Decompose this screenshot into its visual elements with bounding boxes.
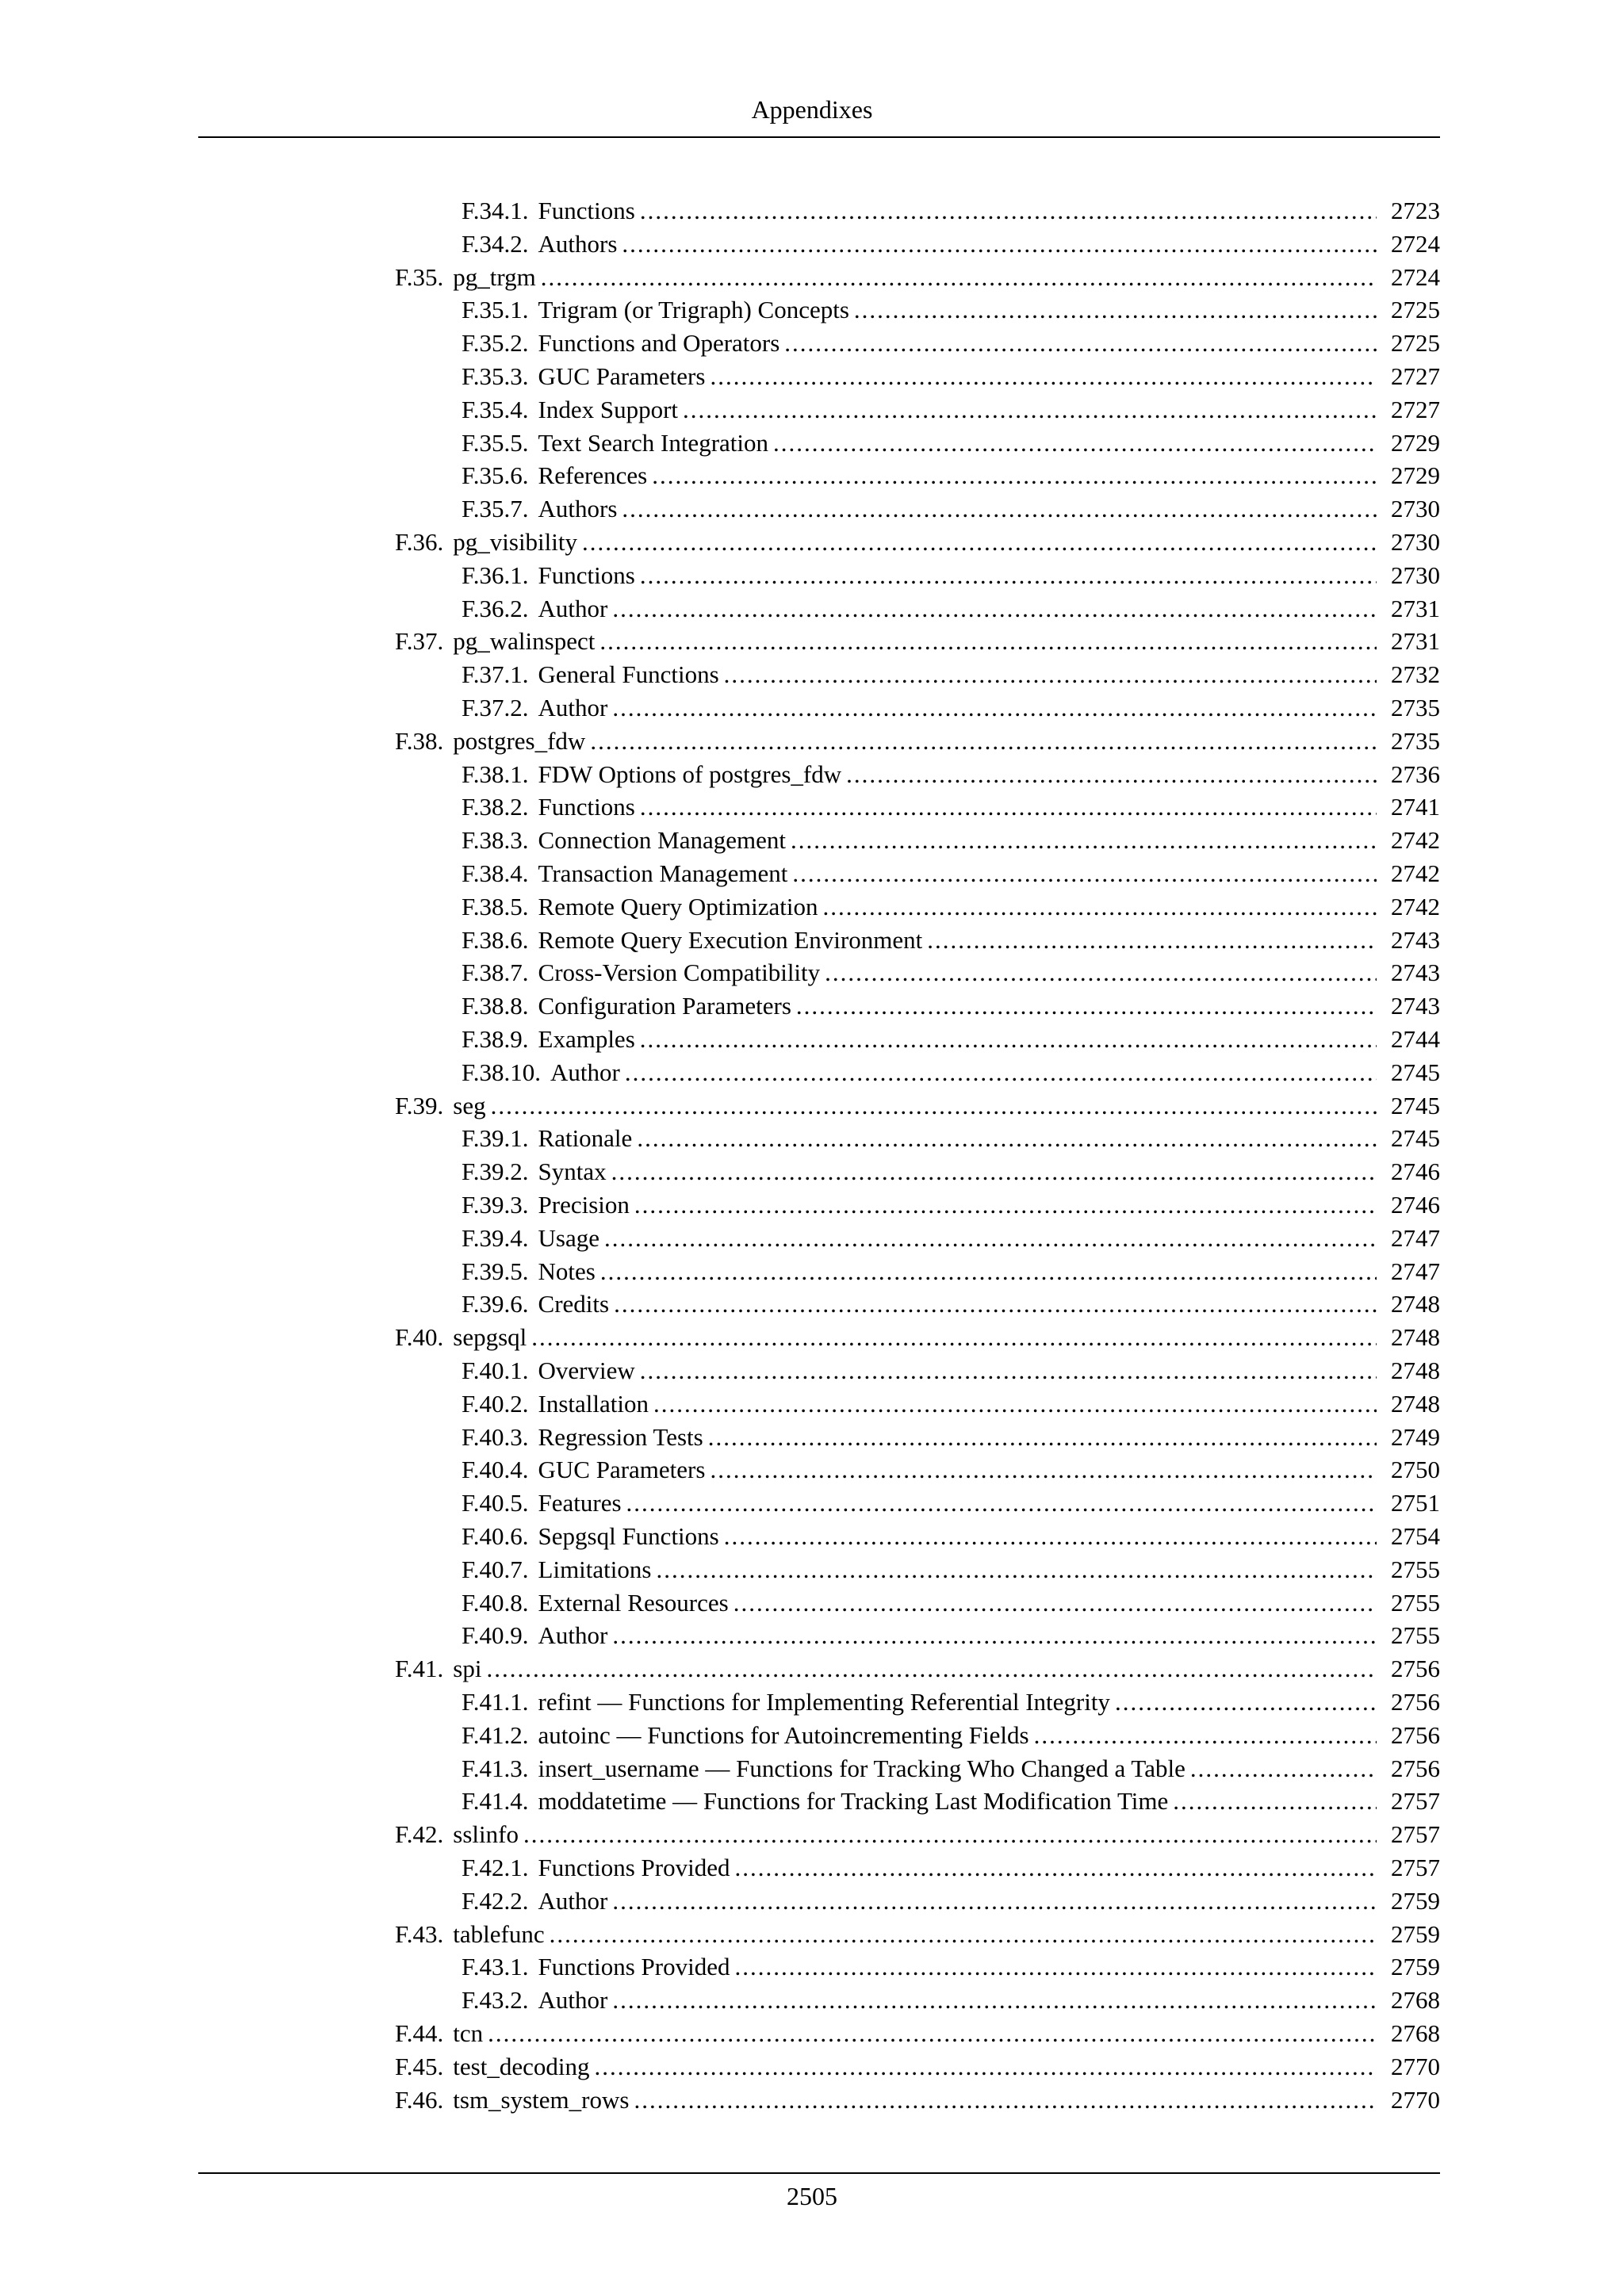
toc-section-entry[interactable] — [395, 1321, 1440, 1354]
toc-entry-number: F.40.9. — [462, 1621, 529, 1649]
toc-entry-page: 2745 — [1391, 1092, 1440, 1119]
toc-dot-leader — [582, 526, 1377, 559]
toc-subsection-entry[interactable] — [462, 956, 1440, 989]
toc-entry-title: tsm_system_rows — [453, 2086, 630, 2114]
toc-entry-title: Precision — [538, 1191, 630, 1219]
toc-entry-title: autoinc — Functions for Autoincrementing Fields — [538, 1721, 1029, 1749]
toc-entry-title: Sepgsql Functions — [538, 1522, 719, 1550]
toc-dot-leader — [1190, 1752, 1377, 1785]
toc-dot-leader — [626, 1487, 1377, 1520]
toc-subsection-entry[interactable] — [462, 228, 1440, 261]
toc-dot-leader — [590, 725, 1377, 758]
toc-entry-title: FDW Options of postgres_fdw — [538, 760, 842, 788]
toc-entry-number: F.40.8. — [462, 1589, 529, 1617]
toc-dot-leader — [791, 824, 1377, 857]
toc-subsection-entry[interactable] — [462, 293, 1440, 327]
toc-entry-number: F.37. — [395, 627, 444, 655]
toc-entry-number: F.34.2. — [462, 230, 529, 258]
toc-entry-title: Author — [538, 595, 608, 622]
toc-entry-number: F.36. — [395, 528, 444, 556]
toc-dot-leader — [640, 1023, 1377, 1056]
toc-entry-number: F.39.6. — [462, 1290, 529, 1318]
toc-entry-title: moddatetime — Functions for Tracking Last Modification Time — [538, 1787, 1169, 1815]
toc-entry-page: 2725 — [1391, 329, 1440, 357]
toc-subsection-entry[interactable] — [462, 1188, 1440, 1222]
toc-dot-leader — [486, 1652, 1377, 1686]
toc-entry-title: Limitations — [538, 1556, 652, 1583]
toc-entry-title: Author — [550, 1058, 620, 1086]
toc-entry-page: 2748 — [1391, 1357, 1440, 1384]
toc-entry-title: Functions Provided — [538, 1953, 730, 1980]
toc-entry-title: tablefunc — [453, 1920, 545, 1948]
toc-subsection-entry[interactable] — [462, 1520, 1440, 1553]
toc-dot-leader — [1034, 1719, 1377, 1752]
toc-entry-page: 2750 — [1391, 1456, 1440, 1483]
toc-section-entry[interactable] — [395, 2084, 1440, 2117]
toc-entry-number: F.38.4. — [462, 859, 529, 887]
toc-dot-leader — [1115, 1686, 1377, 1719]
toc-entry-number: F.38.1. — [462, 760, 529, 788]
toc-entry-title: Connection Management — [538, 826, 787, 854]
toc-subsection-entry[interactable] — [462, 691, 1440, 725]
toc-dot-leader — [710, 360, 1377, 393]
toc-subsection-entry[interactable] — [462, 857, 1440, 890]
toc-entry-title: Author — [538, 1986, 608, 2014]
toc-entry-title: GUC Parameters — [538, 362, 706, 390]
toc-entry-title: Functions — [538, 561, 635, 589]
toc-entry-page: 2730 — [1391, 528, 1440, 556]
toc-entry-page: 2754 — [1391, 1522, 1440, 1550]
toc-entry-page: 2748 — [1391, 1390, 1440, 1418]
toc-entry-number: F.38. — [395, 727, 444, 755]
toc-entry-title: postgres_fdw — [453, 727, 586, 755]
toc-subsection-entry[interactable] — [462, 1851, 1440, 1885]
toc-subsection-entry[interactable] — [462, 989, 1440, 1023]
toc-entry-page: 2756 — [1391, 1721, 1440, 1749]
toc-entry-page: 2741 — [1391, 793, 1440, 821]
toc-entry-page: 2745 — [1391, 1124, 1440, 1152]
toc-entry-page: 2724 — [1391, 263, 1440, 291]
toc-entry-page: 2749 — [1391, 1423, 1440, 1451]
toc-dot-leader — [784, 327, 1377, 360]
toc-entry-title: Examples — [538, 1025, 635, 1053]
toc-entry-page: 2735 — [1391, 727, 1440, 755]
toc-section-entry[interactable] — [395, 2050, 1440, 2084]
toc-entry-page: 2759 — [1391, 1953, 1440, 1980]
toc-entry-title: Rationale — [538, 1124, 633, 1152]
toc-subsection-entry[interactable] — [462, 492, 1440, 526]
toc-dot-leader — [846, 758, 1377, 791]
toc-subsection-entry[interactable] — [462, 1222, 1440, 1255]
toc-subsection-entry[interactable] — [462, 824, 1440, 857]
toc-section-entry[interactable] — [395, 2017, 1440, 2050]
toc-entry-page: 2730 — [1391, 495, 1440, 522]
toc-entry-number: F.40.1. — [462, 1357, 529, 1384]
toc-dot-leader — [604, 1222, 1377, 1255]
toc-dot-leader — [792, 857, 1377, 890]
toc-subsection-entry[interactable] — [462, 1056, 1440, 1089]
toc-entry-page: 2756 — [1391, 1755, 1440, 1782]
toc-entry-page: 2770 — [1391, 2086, 1440, 2114]
toc-entry-page: 2742 — [1391, 893, 1440, 920]
toc-entry-page: 2757 — [1391, 1820, 1440, 1848]
toc-entry-title: General Functions — [538, 660, 719, 688]
toc-entry-number: F.35.7. — [462, 495, 529, 522]
toc-dot-leader — [612, 1885, 1377, 1918]
toc-section-entry[interactable] — [395, 1089, 1440, 1123]
toc-entry-page: 2731 — [1391, 595, 1440, 622]
toc-entry-number: F.41. — [395, 1655, 444, 1682]
toc-entry-number: F.35.3. — [462, 362, 529, 390]
toc-entry-page: 2731 — [1391, 627, 1440, 655]
toc-entry-number: F.42.1. — [462, 1854, 529, 1881]
toc-entry-page: 2759 — [1391, 1920, 1440, 1948]
toc-subsection-entry[interactable] — [462, 459, 1440, 492]
toc-entry-title: Authors — [538, 495, 618, 522]
toc-dot-leader — [724, 1520, 1377, 1553]
toc-entry-page: 2744 — [1391, 1025, 1440, 1053]
toc-subsection-entry[interactable] — [462, 1155, 1440, 1188]
toc-subsection-entry[interactable] — [462, 592, 1440, 626]
toc-entry-number: F.38.9. — [462, 1025, 529, 1053]
toc-dot-leader — [854, 293, 1377, 327]
toc-dot-leader — [733, 1586, 1377, 1620]
toc-entry-number: F.39.4. — [462, 1224, 529, 1252]
toc-dot-leader — [640, 559, 1377, 592]
toc-entry-title: refint — Functions for Implementing Referential Integrity — [538, 1688, 1110, 1716]
toc-dot-leader — [927, 924, 1377, 957]
toc-entry-page: 2746 — [1391, 1191, 1440, 1219]
toc-entry-page: 2725 — [1391, 296, 1440, 323]
toc-subsection-entry[interactable] — [462, 427, 1440, 460]
toc-subsection-entry[interactable] — [462, 1686, 1440, 1719]
toc-entry-title: pg_trgm — [453, 263, 536, 291]
toc-entry-number: F.38.2. — [462, 793, 529, 821]
toc-entry-title: Usage — [538, 1224, 599, 1252]
toc-dot-leader — [637, 1122, 1377, 1155]
toc-entry-page: 2729 — [1391, 429, 1440, 457]
toc-subsection-entry[interactable] — [462, 1288, 1440, 1321]
toc-entry-page: 2732 — [1391, 660, 1440, 688]
toc-entry-page: 2736 — [1391, 760, 1440, 788]
toc-entry-page: 2748 — [1391, 1323, 1440, 1351]
toc-entry-title: Text Search Integration — [538, 429, 769, 457]
toc-subsection-entry[interactable] — [462, 790, 1440, 824]
toc-entry-number: F.37.1. — [462, 660, 529, 688]
toc-entry-page: 2759 — [1391, 1887, 1440, 1915]
toc-entry-page: 2743 — [1391, 959, 1440, 986]
toc-dot-leader — [796, 989, 1377, 1023]
toc-entry-number: F.40.2. — [462, 1390, 529, 1418]
toc-entry-title: Credits — [538, 1290, 610, 1318]
header-rule — [198, 136, 1440, 138]
toc-entry-page: 2745 — [1391, 1058, 1440, 1086]
toc-entry-title: Regression Tests — [538, 1423, 703, 1451]
toc-subsection-entry[interactable] — [462, 194, 1440, 228]
toc-entry-number: F.35. — [395, 263, 444, 291]
toc-entry-title: Syntax — [538, 1158, 607, 1185]
toc-section-entry[interactable] — [395, 1918, 1440, 1951]
toc-entry-number: F.35.6. — [462, 461, 529, 489]
toc-entry-page: 2755 — [1391, 1621, 1440, 1649]
toc-entry-title: spi — [453, 1655, 482, 1682]
toc-subsection-entry[interactable] — [462, 1984, 1440, 2017]
toc-entry-number: F.46. — [395, 2086, 444, 2114]
toc-section-entry[interactable] — [395, 526, 1440, 559]
toc-entry-number: F.36.1. — [462, 561, 529, 589]
toc-section-entry[interactable] — [395, 725, 1440, 758]
toc-subsection-entry[interactable] — [462, 1354, 1440, 1387]
toc-subsection-entry[interactable] — [462, 758, 1440, 791]
toc-subsection-entry[interactable] — [462, 890, 1440, 924]
toc-entry-page: 2751 — [1391, 1489, 1440, 1517]
toc-dot-leader — [594, 2050, 1377, 2084]
toc-entry-page: 2747 — [1391, 1224, 1440, 1252]
toc-subsection-entry[interactable] — [462, 360, 1440, 393]
toc-subsection-entry[interactable] — [462, 1122, 1440, 1155]
toc-entry-number: F.44. — [395, 2019, 444, 2047]
toc-subsection-entry[interactable] — [462, 1421, 1440, 1454]
toc-entry-number: F.40.4. — [462, 1456, 529, 1483]
toc-dot-leader — [735, 1950, 1377, 1984]
toc-subsection-entry[interactable] — [462, 327, 1440, 360]
toc-entry-number: F.38.5. — [462, 893, 529, 920]
toc-entry-number: F.35.2. — [462, 329, 529, 357]
toc-dot-leader — [612, 691, 1377, 725]
toc-entry-page: 2757 — [1391, 1787, 1440, 1815]
toc-dot-leader — [1173, 1785, 1377, 1818]
toc-entry-title: Notes — [538, 1257, 596, 1285]
toc-entry-number: F.38.10. — [462, 1058, 542, 1086]
toc-section-entry[interactable] — [395, 1652, 1440, 1686]
footer-rule — [198, 2172, 1440, 2174]
toc-entry-title: GUC Parameters — [538, 1456, 706, 1483]
toc-entry-page: 2735 — [1391, 694, 1440, 721]
toc-dot-leader — [491, 1089, 1377, 1123]
toc-entry-number: F.40.7. — [462, 1556, 529, 1583]
toc-subsection-entry[interactable] — [462, 393, 1440, 427]
toc-dot-leader — [531, 1321, 1377, 1354]
toc-entry-number: F.37.2. — [462, 694, 529, 721]
toc-entry-page: 2747 — [1391, 1257, 1440, 1285]
toc-entry-number: F.38.7. — [462, 959, 529, 986]
toc-entry-title: Author — [538, 1887, 608, 1915]
toc-subsection-entry[interactable] — [462, 1785, 1440, 1818]
toc-dot-leader — [634, 1188, 1377, 1222]
toc-entry-number: F.39.2. — [462, 1158, 529, 1185]
toc-entry-page: 2729 — [1391, 461, 1440, 489]
toc-dot-leader — [640, 1354, 1377, 1387]
toc-entry-number: F.39.5. — [462, 1257, 529, 1285]
toc-dot-leader — [710, 1453, 1377, 1487]
toc-entry-number: F.34.1. — [462, 197, 529, 224]
toc-subsection-entry[interactable] — [462, 1719, 1440, 1752]
toc-entry-page: 2743 — [1391, 992, 1440, 1020]
page-number: 2505 — [787, 2182, 837, 2210]
toc-entry-page: 2768 — [1391, 2019, 1440, 2047]
toc-entry-page: 2724 — [1391, 230, 1440, 258]
toc-entry-title: insert_username — Functions for Tracking Who Changed a Table — [538, 1755, 1185, 1782]
toc-dot-leader — [825, 956, 1377, 989]
toc-entry-number: F.41.3. — [462, 1755, 529, 1782]
toc-entry-title: Features — [538, 1489, 622, 1517]
toc-dot-leader — [640, 790, 1377, 824]
toc-subsection-entry[interactable] — [462, 1752, 1440, 1785]
toc-dot-leader — [708, 1421, 1377, 1454]
toc-entry-title: seg — [453, 1092, 486, 1119]
toc-entry-number: F.39. — [395, 1092, 444, 1119]
toc-entry-title: tcn — [453, 2019, 484, 2047]
toc-entry-title: Remote Query Execution Environment — [538, 926, 923, 954]
toc-dot-leader — [612, 1984, 1377, 2017]
toc-dot-leader — [735, 1851, 1377, 1885]
toc-entry-title: Author — [538, 1621, 608, 1649]
toc-entry-number: F.42.2. — [462, 1887, 529, 1915]
toc-subsection-entry[interactable] — [462, 1950, 1440, 1984]
toc-entry-number: F.43. — [395, 1920, 444, 1948]
toc-entry-page: 2756 — [1391, 1655, 1440, 1682]
toc-dot-leader — [652, 459, 1377, 492]
toc-entry-number: F.42. — [395, 1820, 444, 1848]
toc-entry-title: Transaction Management — [538, 859, 788, 887]
toc-dot-leader — [724, 658, 1377, 691]
toc-dot-leader — [612, 592, 1377, 626]
toc-entry-number: F.41.2. — [462, 1721, 529, 1749]
toc-dot-leader — [622, 228, 1377, 261]
toc-subsection-entry[interactable] — [462, 1619, 1440, 1652]
toc-entry-number: F.40. — [395, 1323, 444, 1351]
toc-dot-leader — [611, 1155, 1377, 1188]
toc-dot-leader — [823, 890, 1377, 924]
toc-entry-page: 2756 — [1391, 1688, 1440, 1716]
toc-entry-number: F.41.4. — [462, 1787, 529, 1815]
toc-subsection-entry[interactable] — [462, 559, 1440, 592]
toc-subsection-entry[interactable] — [462, 1387, 1440, 1421]
toc-entry-page: 2755 — [1391, 1556, 1440, 1583]
toc-entry-number: F.43.2. — [462, 1986, 529, 2014]
toc-entry-page: 2730 — [1391, 561, 1440, 589]
toc-entry-title: Functions — [538, 197, 635, 224]
toc-entry-number: F.35.1. — [462, 296, 529, 323]
toc-entry-number: F.39.1. — [462, 1124, 529, 1152]
toc-dot-leader — [683, 393, 1377, 427]
toc-dot-leader — [550, 1918, 1377, 1951]
toc-entry-title: Trigram (or Trigraph) Concepts — [538, 296, 849, 323]
toc-entry-page: 2727 — [1391, 396, 1440, 423]
toc-section-entry[interactable] — [395, 625, 1440, 658]
toc-entry-number: F.38.8. — [462, 992, 529, 1020]
toc-entry-number: F.38.6. — [462, 926, 529, 954]
toc-subsection-entry[interactable] — [462, 1885, 1440, 1918]
toc-dot-leader — [614, 1288, 1377, 1321]
toc-entry-title: Author — [538, 694, 608, 721]
toc-entry-page: 2743 — [1391, 926, 1440, 954]
toc-dot-leader — [640, 194, 1377, 228]
running-head-title: Appendixes — [751, 95, 873, 124]
toc-entry-number: F.41.1. — [462, 1688, 529, 1716]
toc-dot-leader — [488, 2017, 1377, 2050]
toc-entry-page: 2746 — [1391, 1158, 1440, 1185]
toc-entry-title: Remote Query Optimization — [538, 893, 818, 920]
toc-dot-leader — [622, 492, 1377, 526]
toc-subsection-entry[interactable] — [462, 1255, 1440, 1288]
toc-entry-title: Installation — [538, 1390, 649, 1418]
toc-entry-number: F.40.3. — [462, 1423, 529, 1451]
toc-entry-number: F.40.6. — [462, 1522, 529, 1550]
toc-entry-number: F.45. — [395, 2053, 444, 2080]
toc-entry-title: Cross-Version Compatibility — [538, 959, 821, 986]
toc-subsection-entry[interactable] — [462, 1586, 1440, 1620]
toc-entry-title: Configuration Parameters — [538, 992, 791, 1020]
toc-dot-leader — [541, 261, 1377, 294]
toc-entry-page: 2727 — [1391, 362, 1440, 390]
toc-subsection-entry[interactable] — [462, 924, 1440, 957]
toc-entry-page: 2755 — [1391, 1589, 1440, 1617]
toc-entry-page: 2757 — [1391, 1854, 1440, 1881]
toc-entry-title: pg_visibility — [453, 528, 578, 556]
toc-entry-number: F.40.5. — [462, 1489, 529, 1517]
toc-entry-page: 2770 — [1391, 2053, 1440, 2080]
toc-dot-leader — [773, 427, 1377, 460]
toc-entry-page: 2742 — [1391, 826, 1440, 854]
toc-entry-number: F.38.3. — [462, 826, 529, 854]
toc-entry-title: External Resources — [538, 1589, 729, 1617]
toc-dot-leader — [653, 1387, 1377, 1421]
toc-entry-title: Index Support — [538, 396, 679, 423]
toc-dot-leader — [634, 2084, 1377, 2117]
toc-entry-title: Overview — [538, 1357, 635, 1384]
toc-entry-title: Functions Provided — [538, 1854, 730, 1881]
toc-subsection-entry[interactable] — [462, 658, 1440, 691]
toc-entry-title: References — [538, 461, 648, 489]
toc-entry-title: sslinfo — [453, 1820, 519, 1848]
toc-entry-number: F.36.2. — [462, 595, 529, 622]
toc-entry-number: F.35.5. — [462, 429, 529, 457]
toc-subsection-entry[interactable] — [462, 1023, 1440, 1056]
toc-entry-number: F.43.1. — [462, 1953, 529, 1980]
toc-entry-page: 2723 — [1391, 197, 1440, 224]
toc-entry-title: Authors — [538, 230, 618, 258]
toc-entry-page: 2768 — [1391, 1986, 1440, 2014]
toc-subsection-entry[interactable] — [462, 1453, 1440, 1487]
toc-subsection-entry[interactable] — [462, 1553, 1440, 1586]
toc-section-entry[interactable] — [395, 261, 1440, 294]
toc-entry-number: F.35.4. — [462, 396, 529, 423]
toc-entry-title: pg_walinspect — [453, 627, 596, 655]
toc-entry-page: 2742 — [1391, 859, 1440, 887]
toc-dot-leader — [612, 1619, 1377, 1652]
toc-section-entry[interactable] — [395, 1818, 1440, 1851]
toc-entry-title: Functions and Operators — [538, 329, 780, 357]
toc-entry-title: sepgsql — [453, 1323, 527, 1351]
toc-dot-leader — [656, 1553, 1377, 1586]
toc-entry-title: Functions — [538, 793, 635, 821]
toc-entry-page: 2748 — [1391, 1290, 1440, 1318]
toc-entry-title: test_decoding — [453, 2053, 590, 2080]
toc-dot-leader — [523, 1818, 1377, 1851]
toc-entry-number: F.39.3. — [462, 1191, 529, 1219]
toc-dot-leader — [625, 1056, 1377, 1089]
toc-dot-leader — [600, 1255, 1377, 1288]
toc-subsection-entry[interactable] — [462, 1487, 1440, 1520]
toc-dot-leader — [599, 625, 1377, 658]
